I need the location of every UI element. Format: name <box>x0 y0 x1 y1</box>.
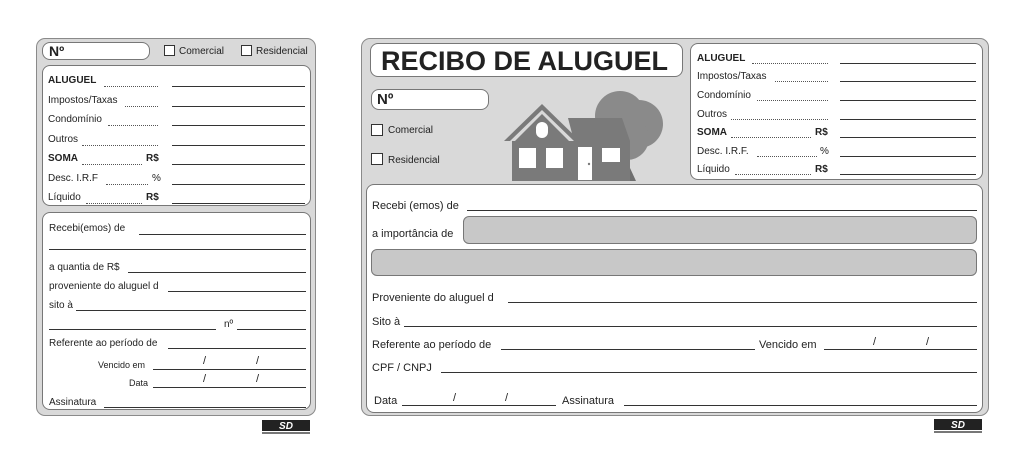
receipt-impostos-label: Impostos/Taxas <box>697 71 767 82</box>
receipt-referente-label: Referente ao período de <box>372 339 492 351</box>
stub-desc-label: Desc. I.R.F <box>48 173 99 184</box>
stub-data-label: Data <box>129 378 149 388</box>
stub-soma-dots <box>82 164 142 165</box>
receipt-liquido-dots <box>735 174 811 175</box>
receipt-vencido-label: Vencido em <box>759 339 817 351</box>
stub-liquido-dots <box>86 203 142 204</box>
stub-referente-label: Referente ao período de <box>49 338 158 349</box>
stub-condominio-label: Condomínio <box>48 114 102 125</box>
stub-outros-line[interactable] <box>172 145 305 146</box>
stub-sito-line[interactable] <box>76 310 306 311</box>
stub-condominio-line[interactable] <box>172 125 305 126</box>
stub-desc-dots <box>106 184 148 185</box>
stub-desc-line[interactable] <box>172 184 305 185</box>
stub-receipt-box <box>42 212 311 410</box>
receipt-title-box <box>370 43 683 77</box>
receipt-number-field[interactable] <box>371 89 489 110</box>
receipt-outros-dots <box>731 119 828 120</box>
receipt-data-slash-1: / <box>453 392 457 404</box>
receipt-soma-line[interactable] <box>840 137 976 138</box>
receipt-vencido-line[interactable] <box>824 349 977 350</box>
stub-quantia-line[interactable] <box>128 272 306 273</box>
stub-liquido-rs: R$ <box>146 192 159 203</box>
receipt-assinatura-line[interactable] <box>624 405 977 406</box>
receipt-condominio-label: Condomínio <box>697 90 751 101</box>
stub-residencial-label: Residencial <box>256 46 308 57</box>
stub-impostos-label: Impostos/Taxas <box>48 95 118 106</box>
receipt-condominio-dots <box>757 100 828 101</box>
stub-numero-label: nº <box>224 319 234 330</box>
receipt-desc-line[interactable] <box>840 156 976 157</box>
receipt-brand-logo <box>934 419 982 435</box>
stub-proveniente-label: proveniente do aluguel d <box>49 281 159 292</box>
receipt-title: RECIBO DE ALUGUEL <box>381 46 669 76</box>
receipt-desc-pct: % <box>820 146 829 157</box>
receipt-data-label: Data <box>374 395 398 407</box>
receipt-aluguel-dots <box>752 63 828 64</box>
stub-aluguel-label: ALUGUEL <box>48 75 97 86</box>
receipt-data-slash-2: / <box>505 392 509 404</box>
stub-brand-logo <box>262 420 310 436</box>
stub-residencial-checkbox[interactable] <box>241 45 252 56</box>
stub-number-field[interactable] <box>42 42 150 60</box>
receipt-desc-label: Desc. I.R.F. <box>697 146 749 157</box>
stub-condominio-dots <box>108 125 158 126</box>
stub-vencido-line[interactable] <box>153 369 306 370</box>
receipt-importancia-label: a importância de <box>372 228 454 240</box>
stub-liquido-line[interactable] <box>172 203 305 204</box>
house-illustration <box>502 86 667 182</box>
receipt-outros-label: Outros <box>697 109 728 120</box>
receipt-residencial-label: Residencial <box>388 155 440 166</box>
receipt-aluguel-line[interactable] <box>840 63 976 64</box>
receipt-impostos-line[interactable] <box>840 81 976 82</box>
stub-impostos-line[interactable] <box>172 106 305 107</box>
receipt-number-label: Nº <box>377 91 394 108</box>
receipt-cpf-label: CPF / CNPJ <box>372 362 432 374</box>
receipt-vencido-slash-1: / <box>873 336 877 348</box>
receipt-soma-label: SOMA <box>697 127 727 138</box>
stub-logo-text: SD <box>279 421 293 432</box>
stub-assinatura-label: Assinatura <box>49 397 97 408</box>
stub-data-line[interactable] <box>153 387 306 388</box>
receipt-aluguel-label: ALUGUEL <box>697 53 746 64</box>
receipt-cpf-line[interactable] <box>441 372 977 373</box>
receipt-recebi-label: Recebi (emos) de <box>372 200 459 212</box>
receipt-data-line[interactable] <box>402 405 556 406</box>
stub-referente-line[interactable] <box>168 348 306 349</box>
stub-number-label: Nº <box>49 43 65 59</box>
receipt-liquido-label: Líquido <box>697 164 730 175</box>
receipt-soma-dots <box>731 137 811 138</box>
receipt-comercial-label: Comercial <box>388 125 434 136</box>
stub-aluguel-dots <box>104 86 158 87</box>
stub-proveniente-line[interactable] <box>168 291 306 292</box>
stub-soma-line[interactable] <box>172 164 305 165</box>
receipt-proveniente-line[interactable] <box>508 302 977 303</box>
receipt-proveniente-label: Proveniente do aluguel d <box>372 292 494 304</box>
receipt-soma-rs: R$ <box>815 127 828 138</box>
stub-vencido-label: Vencido em <box>98 360 146 370</box>
stub-data-slash-2: / <box>256 373 260 385</box>
stub-outros-dots <box>82 145 158 146</box>
stub-numero-line[interactable] <box>237 329 306 330</box>
stub-assinatura-line[interactable] <box>104 407 306 408</box>
stub-quantia-label: a quantia de R$ <box>49 262 120 273</box>
receipt-sito-label: Sito à <box>372 316 401 328</box>
receipt-liquido-line[interactable] <box>840 174 976 175</box>
receipt-impostos-dots <box>775 81 828 82</box>
stub-address-line[interactable] <box>49 329 216 330</box>
stub-sito-label: sito à <box>49 300 73 311</box>
stub-vencido-slash-1: / <box>203 355 207 367</box>
stub-recebi-label: Recebi(emos) de <box>49 223 126 234</box>
receipt-desc-dots <box>757 156 817 157</box>
receipt-logo-text: SD <box>951 420 965 431</box>
stub-vencido-slash-2: / <box>256 355 260 367</box>
stub-data-slash-1: / <box>203 373 207 385</box>
stub-comercial-label: Comercial <box>179 46 225 57</box>
stub-outros-label: Outros <box>48 134 79 145</box>
stub-impostos-dots <box>125 106 158 107</box>
stub-desc-pct: % <box>152 173 161 184</box>
stub-soma-rs: R$ <box>146 153 159 164</box>
receipt-vencido-slash-2: / <box>926 336 930 348</box>
receipt-comercial-checkbox[interactable] <box>371 124 383 136</box>
receipt-referente-line[interactable] <box>501 349 755 350</box>
stub-aluguel-line[interactable] <box>172 86 305 87</box>
receipt-assinatura-label: Assinatura <box>562 395 614 407</box>
receipt-outros-line[interactable] <box>840 119 976 120</box>
receipt-liquido-rs: R$ <box>815 164 828 175</box>
stub-liquido-label: Líquido <box>48 192 81 203</box>
stub-soma-label: SOMA <box>48 153 78 164</box>
receipt-residencial-checkbox[interactable] <box>371 153 383 165</box>
receipt-sito-line[interactable] <box>404 326 977 327</box>
stub-recebi-line-2[interactable] <box>49 249 306 250</box>
receipt-importancia-field-2[interactable] <box>371 249 977 276</box>
stub-comercial-checkbox[interactable] <box>164 45 175 56</box>
receipt-importancia-field[interactable] <box>463 216 977 244</box>
receipt-recebi-line[interactable] <box>467 210 977 211</box>
stub-recebi-line[interactable] <box>139 234 306 235</box>
receipt-condominio-line[interactable] <box>840 100 976 101</box>
